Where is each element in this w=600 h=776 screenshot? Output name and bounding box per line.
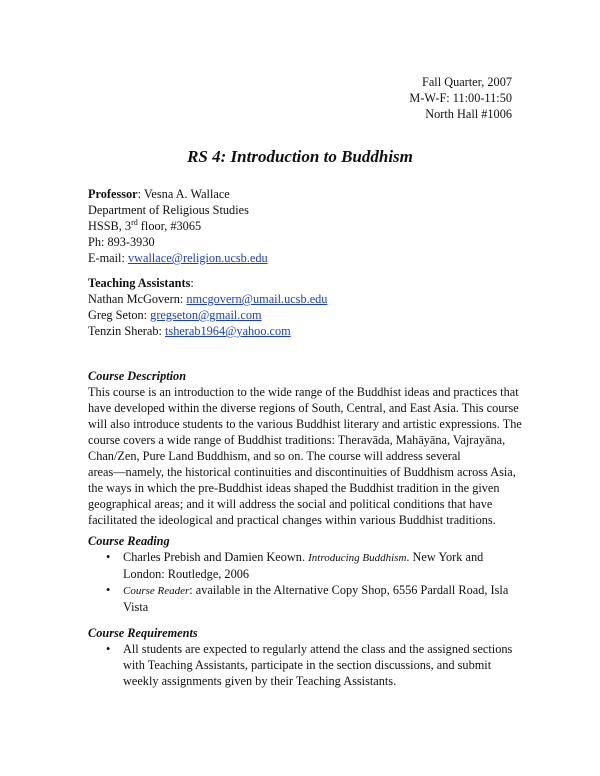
ta-email-link[interactable]: tsherab1964@yahoo.com [165,324,291,338]
reading-rest: . New York and [406,550,484,564]
professor-line [88,186,516,202]
office-superscript: rd [131,217,138,227]
description-line: geographical areas; and it will address the social and political conditions that have [88,497,493,511]
course-reader-title: Course Reader [123,585,190,597]
description-line: the ways in which the pre-Buddhist ideas shaped the Buddhist tradition in the given [88,481,500,495]
email-label: E-mail: [88,251,128,265]
professor-email-link[interactable]: vwallace@religion.ucsb.edu [127,251,268,265]
ta-row [88,307,516,323]
requirement-line: All students are expected to regularly attend the class and the assigned sections [123,642,513,656]
course-requirements [88,625,516,689]
location-text: North Hall #1006 [425,107,512,121]
bullet-icon: • [106,642,111,656]
course-title: RS 4: Introduction to Buddhism [187,147,413,166]
office-line [88,218,516,234]
office-pre: HSSB, 3 [88,219,132,233]
quarter-text: Fall Quarter, 2007 [421,75,512,89]
description-line: areas—namely, the historical continuities and discontinuities of Buddhism across Asia, [88,465,516,479]
schedule-text: M-W-F: 11:00-11:50 [409,91,512,105]
ta-label: Teaching Assistants [88,276,191,290]
department-text: Department of Religious Studies [88,203,249,217]
description-line: Chan/Zen, Pure Land Buddhism, and so on. The course will address several [88,449,461,463]
teaching-assistants [88,275,516,339]
course-requirements-heading: Course Requirements [88,626,198,640]
reading-item-line: Vista [123,600,149,614]
bullet-icon: • [106,583,111,597]
ta-row [88,323,516,339]
description-line: course covers a wide range of Buddhist traditions: Theravāda, Mahāyāna, Vajrayāna, [88,433,506,447]
course-reading-heading: Course Reading [88,534,170,548]
course-reading [88,533,516,615]
ta-row [88,291,516,307]
professor-info [88,186,516,266]
ta-name: Tenzin Sherab: [88,324,165,338]
requirement-line: weekly assignments given by their Teaching Assistants. [123,674,397,688]
reading-list [88,549,516,615]
ta-email-link[interactable]: nmcgovern@umail.ucsb.edu [186,292,328,306]
description-line: will also introduce students to the various Buddhist literary and artistic expressions. The [88,417,522,431]
reading-item-line: London: Routledge, 2006 [123,567,250,581]
list-item [88,549,516,582]
description-line: facilitated the ideological and practical changes within various Buddhist traditions. [88,513,496,527]
description-line: have developed within the diverse regions of South, Central, and East Asia. This course [88,401,519,415]
reading-item-line [123,549,516,566]
reading-authors: Charles Prebish and Damien Keown. [123,550,309,564]
requirements-list [88,641,516,689]
ta-name: Nathan McGovern: [88,292,187,306]
reading-book-title: Introducing Buddhism [308,552,407,564]
professor-label: Professor [88,187,138,201]
requirement-line: with Teaching Assistants, participate in the section discussions, and submit [123,658,492,672]
professor-name: : Vesna A. Wallace [137,187,230,201]
phone-text: Ph: 893-3930 [88,235,155,249]
list-item [88,582,516,615]
ta-name: Greg Seton: [88,308,151,322]
description-line: This course is an introduction to the wide range of the Buddhist ideas and practices that [88,385,519,399]
course-schedule-header [409,74,512,122]
list-item [88,641,516,689]
office-post: floor, #3065 [137,219,202,233]
course-reader-rest: : available in the Alternative Copy Shop, 6556 Pardall Road, Isla [189,583,509,597]
course-description-heading: Course Description [88,369,187,383]
ta-heading [88,275,516,291]
ta-email-link[interactable]: gregseton@gmail.com [150,308,262,322]
reading-item-line [123,582,516,599]
bullet-icon: • [106,550,111,564]
email-line [88,250,516,266]
ta-label-suffix: : [190,276,194,290]
course-description [88,368,522,528]
